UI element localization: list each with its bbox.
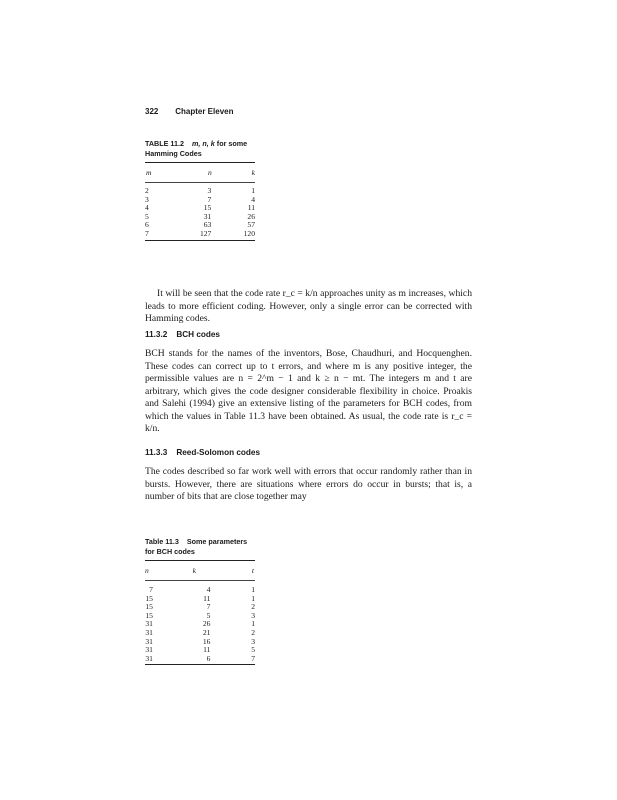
col-header-t: t (251, 566, 254, 575)
table-11-3-header-row (145, 561, 255, 580)
table-11-3-bottom-rule (145, 664, 255, 665)
cell-n: 31 (145, 653, 153, 663)
cell-n: 3 (207, 186, 212, 195)
table-row (145, 213, 255, 222)
cell-k: 11 (247, 203, 255, 213)
cell-m: 7 (145, 228, 149, 238)
cell-n: 15 (203, 203, 212, 213)
cell-n: 63 (203, 220, 212, 230)
cell-k: 6 (206, 653, 211, 663)
col-header-k: k (192, 566, 196, 575)
table-row (145, 646, 255, 655)
cell-k: 4 (251, 194, 255, 204)
cell-t: 2 (251, 602, 255, 612)
chapter-title: Chapter Eleven (175, 107, 234, 116)
cell-t: 2 (251, 627, 255, 637)
paragraph-code-rate (145, 288, 472, 326)
table-11-2-title-italic: m, n, k (192, 139, 215, 148)
table-11-3 (145, 537, 255, 665)
cell-m: 2 (145, 186, 149, 195)
running-head (145, 107, 233, 116)
table-11-3-title: Some parameters (186, 537, 248, 546)
table-row (145, 603, 255, 612)
cell-n: 7 (149, 585, 153, 594)
section-number: 11.3.3 (145, 448, 168, 457)
table-row (145, 655, 255, 664)
table-11-3-title-line2: for BCH codes (145, 547, 195, 556)
section-title: Reed-Solomon codes (176, 448, 261, 457)
cell-n: 31 (145, 619, 153, 629)
table-row (145, 620, 255, 629)
cell-k: 5 (206, 610, 211, 620)
cell-n: 15 (145, 602, 153, 612)
table-row (145, 612, 255, 621)
cell-k: 1 (251, 186, 255, 195)
paragraph-3-text: The codes described so far work well with errors that occur randomly rather than in bursts. However, there are situations where errors do occur in bursts; that is, a number of bits that are close together may (145, 466, 472, 502)
cell-n: 31 (145, 636, 153, 646)
cell-n: 31 (145, 645, 153, 655)
cell-n: 15 (145, 593, 153, 603)
table-row (145, 204, 255, 213)
table-row (145, 629, 255, 638)
section-title: BCH codes (176, 330, 220, 339)
cell-k: 26 (202, 619, 211, 629)
table-row (145, 230, 255, 239)
cell-m: 3 (145, 194, 149, 204)
cell-t: 1 (251, 593, 255, 603)
section-heading-reed-solomon (145, 448, 260, 457)
table-11-3-label: Table 11.3 (145, 537, 179, 546)
cell-m: 5 (145, 211, 149, 221)
cell-t: 7 (251, 653, 255, 663)
cell-k: 4 (206, 585, 211, 594)
cell-m: 4 (145, 203, 149, 213)
cell-n: 15 (145, 610, 153, 620)
table-row (145, 595, 255, 604)
table-11-2 (145, 139, 255, 241)
cell-k: 11 (203, 645, 211, 655)
col-header-k: k (251, 168, 255, 177)
cell-k: 57 (247, 220, 255, 230)
paragraph-2-text: BCH stands for the names of the inventors, Bose, Chaudhuri, and Hocquenghen. These codes can correct up to t errors, and where m is any positive integer, the permissible values are n = 2^m − 1 and k ≥ n − mt. The integers m and t are arbitrary, which gives the code designer considerable flexibility in choice. Proakis and Salehi (1994) give an extensive listing of the parameters for BCH codes, from which the values in Table 11.3 have been obtained. As usual, the code rate is r_c = k/n. (145, 348, 472, 434)
table-11-2-title-line2: Hamming Codes (145, 149, 202, 158)
col-header-n: n (207, 168, 212, 177)
cell-t: 5 (251, 645, 255, 655)
cell-k: 21 (202, 627, 211, 637)
paragraph-reed-solomon (145, 466, 472, 504)
table-11-2-header-row (145, 163, 255, 182)
table-11-2-bottom-rule (145, 240, 255, 241)
cell-t: 1 (251, 619, 255, 629)
table-row (145, 638, 255, 647)
cell-n: 127 (199, 228, 212, 238)
cell-t: 1 (251, 585, 255, 594)
cell-n: 7 (207, 194, 212, 204)
col-header-m: m (146, 168, 152, 177)
page-number: 322 (145, 107, 159, 116)
cell-t: 3 (251, 610, 255, 620)
cell-k: 16 (202, 636, 211, 646)
cell-k: 11 (203, 593, 211, 603)
paragraph-bch (145, 348, 472, 436)
cell-k: 26 (247, 211, 255, 221)
section-heading-bch (145, 330, 220, 339)
table-11-2-caption (145, 139, 255, 159)
cell-n: 31 (145, 627, 153, 637)
paragraph-1-text: It will be seen that the code rate r_c = k/n approaches unity as m increases, which leads to more efficient coding. However, only a single error can be corrected with Hamming codes. (145, 288, 472, 324)
cell-n: 31 (203, 211, 212, 221)
cell-m: 6 (145, 220, 149, 230)
table-11-2-label: TABLE 11.2 (145, 139, 185, 148)
table-row (145, 586, 255, 595)
table-row (145, 187, 255, 196)
table-11-3-caption (145, 537, 255, 557)
cell-k: 120 (243, 228, 255, 238)
col-header-n: n (145, 566, 149, 575)
cell-t: 3 (251, 636, 255, 646)
section-number: 11.3.2 (145, 330, 168, 339)
table-row (145, 196, 255, 205)
table-11-2-title-rest: for some (216, 139, 248, 148)
cell-k: 7 (206, 602, 211, 612)
